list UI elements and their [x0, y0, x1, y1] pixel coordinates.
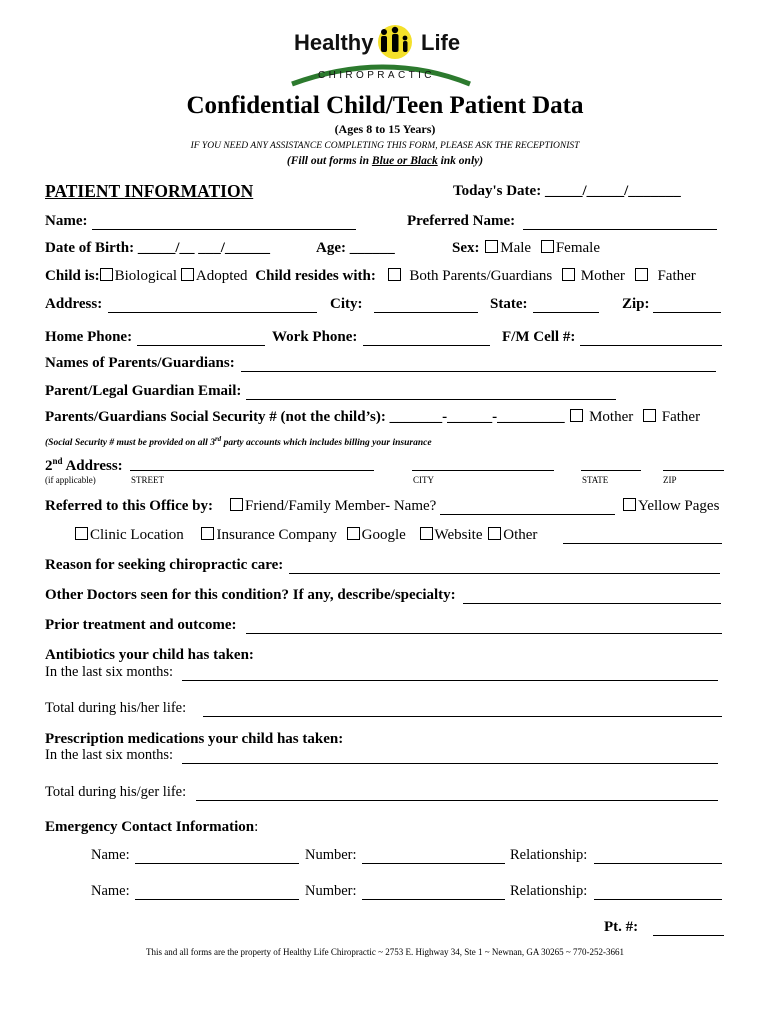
ssn-father-label: Father [661, 409, 701, 425]
prescriptions-six-months-label: In the last six months: [45, 747, 174, 763]
emergency-number-1-input[interactable] [362, 863, 505, 864]
todays-date-field[interactable]: Today's Date: _____/_____/_______ [453, 183, 681, 199]
ink-note-suffix: ink only) [437, 155, 484, 167]
resides-with-label: Child resides with: [255, 268, 376, 284]
child-is-group [45, 268, 696, 285]
emergency-name-2-label: Name: [91, 883, 130, 899]
prior-treatment-label: Prior treatment and outcome: [45, 617, 237, 633]
second-address-b: Address: [62, 458, 123, 474]
age-range: (Ages 8 to 15 Years) [334, 122, 436, 136]
ssn-father-checkbox[interactable] [643, 409, 656, 422]
guardian-email-input[interactable] [246, 399, 616, 400]
page-title: Confidential Child/Teen Patient Data [186, 92, 584, 119]
reason-input[interactable] [289, 573, 720, 574]
ssn-note [45, 435, 432, 448]
dob-field[interactable]: Date of Birth: _____/__ ___/______ [45, 240, 270, 256]
biological-checkbox[interactable] [100, 268, 113, 281]
friend-family-checkbox[interactable] [230, 498, 243, 511]
adopted-checkbox[interactable] [181, 268, 194, 281]
referral-friend-group [230, 498, 436, 515]
emergency-relationship-2-label: Relationship: [510, 883, 588, 899]
emergency-title-colon: : [254, 819, 259, 835]
prescriptions-lifetime-label: Total during his/ger life: [45, 784, 187, 800]
female-label: Female [555, 240, 600, 256]
second-address-sup: nd [52, 456, 63, 466]
insurance-checkbox[interactable] [201, 527, 214, 540]
second-address-a: 2 [45, 458, 53, 474]
friend-family-label: Friend/Family Member- Name? [245, 498, 437, 514]
work-phone-label: Work Phone: [272, 329, 358, 345]
state-input[interactable] [533, 312, 599, 313]
parents-names-label: Names of Parents/Guardians: [45, 355, 235, 371]
state-label: State: [490, 296, 528, 312]
emergency-relationship-1-label: Relationship: [510, 847, 588, 863]
emergency-number-2-input[interactable] [362, 899, 505, 900]
emergency-title-text: Emergency Contact Information [45, 819, 255, 835]
google-label: Google [361, 527, 406, 543]
assistance-note: IF YOU NEED ANY ASSISTANCE COMPLETING THIS FORM, PLEASE ASK THE RECEPTIONIST [190, 141, 580, 151]
female-checkbox[interactable] [541, 240, 554, 253]
city-input[interactable] [374, 312, 478, 313]
clinic-location-label: Clinic Location [90, 527, 184, 543]
father-checkbox[interactable] [635, 268, 648, 281]
ssn-note-b: party accounts which includes billing your insurance [221, 438, 432, 449]
website-checkbox[interactable] [420, 527, 433, 540]
clinic-location-checkbox[interactable] [75, 527, 88, 540]
state-caption: STATE [582, 475, 609, 485]
ssn-note-sup: rd [214, 435, 222, 443]
emergency-relationship-2-input[interactable] [594, 899, 722, 900]
second-address-label [45, 456, 123, 475]
other-input[interactable] [563, 543, 722, 544]
prescriptions-lifetime-input[interactable] [196, 800, 718, 801]
emergency-number-1-label: Number: [305, 847, 357, 863]
second-zip-input[interactable] [663, 470, 724, 471]
ssn-mother-label: Mother [589, 409, 634, 425]
zip-label: Zip: [622, 296, 650, 312]
other-label: Other [503, 527, 538, 543]
emergency-name-1-input[interactable] [135, 863, 299, 864]
second-state-input[interactable] [581, 470, 641, 471]
address-label: Address: [45, 296, 103, 312]
name-input[interactable] [92, 229, 356, 230]
second-street-input[interactable] [130, 470, 374, 471]
city-caption: CITY [413, 475, 434, 485]
logo-word-healthy: Healthy [294, 30, 374, 55]
logo-subtitle: CHIROPRACTIC [318, 70, 435, 81]
male-label: Male [500, 240, 532, 256]
antibiotics-six-months-label: In the last six months: [45, 664, 174, 680]
ssn-group [45, 409, 700, 426]
yellow-pages-checkbox[interactable] [623, 498, 636, 511]
antibiotics-six-months-input[interactable] [182, 680, 718, 681]
work-phone-input[interactable] [363, 345, 490, 346]
antibiotics-lifetime-input[interactable] [203, 716, 722, 717]
ssn-field[interactable]: Parents/Guardians Social Security # (not the child’s): _______-______-_________ [45, 409, 565, 425]
prescriptions-six-months-input[interactable] [182, 763, 718, 764]
address-input[interactable] [108, 312, 317, 313]
patient-number-input[interactable] [653, 935, 724, 936]
referral-label: Referred to this Office by: [45, 498, 214, 514]
reason-label: Reason for seeking chiropractic care: [45, 557, 284, 573]
ink-note-prefix: (Fill out forms in [286, 155, 372, 167]
logo [290, 12, 480, 87]
city-label: City: [330, 296, 363, 312]
footer-property-note: This and all forms are the property of Healthy Life Chiropractic ~ 2753 E. Highway 34, Ste 1 ~ Newnan, GA 30265 ~ 770-252-3661 [145, 947, 624, 957]
antibiotics-label: Antibiotics your child has taken: [45, 647, 254, 663]
website-label: Website [434, 527, 483, 543]
emergency-number-2-label: Number: [305, 883, 357, 899]
both-parents-checkbox[interactable] [388, 268, 401, 281]
zip-input[interactable] [653, 312, 721, 313]
if-applicable-note: (if applicable) [45, 475, 96, 485]
male-checkbox[interactable] [485, 240, 498, 253]
emergency-title [45, 819, 258, 836]
father-label: Father [657, 268, 696, 284]
child-is-label: Child is: [45, 268, 100, 284]
ssn-mother-checkbox[interactable] [570, 409, 583, 422]
cell-input[interactable] [580, 345, 722, 346]
guardian-email-label: Parent/Legal Guardian Email: [45, 383, 242, 399]
other-doctors-label: Other Doctors seen for this condition? If any, describe/specialty: [45, 587, 456, 603]
name-label: Name: [45, 213, 88, 229]
second-city-input[interactable] [412, 470, 554, 471]
sex-group [452, 240, 600, 257]
zip-caption: ZIP [663, 475, 677, 485]
insurance-label: Insurance Company [216, 527, 337, 543]
ink-note [0, 155, 770, 167]
emergency-name-2-input[interactable] [135, 899, 299, 900]
yellow-pages-label: Yellow Pages [638, 498, 720, 514]
mother-checkbox[interactable] [562, 268, 575, 281]
home-phone-label: Home Phone: [45, 329, 133, 345]
antibiotics-lifetime-label: Total during his/her life: [45, 700, 187, 716]
patient-number-label: Pt. #: [604, 919, 639, 935]
emergency-name-1-label: Name: [91, 847, 130, 863]
preferred-name-label: Preferred Name: [407, 213, 516, 229]
biological-label: Biological [114, 268, 178, 284]
sex-label: Sex: [452, 240, 480, 256]
ssn-note-a: (Social Security # must be provided on all 3 [45, 438, 215, 449]
street-caption: STREET [131, 475, 164, 485]
other-doctors-input[interactable] [463, 603, 721, 604]
prescriptions-label: Prescription medications your child has taken: [45, 731, 344, 747]
parents-names-input[interactable] [241, 371, 716, 372]
logo-word-life: Life [421, 30, 461, 55]
home-phone-input[interactable] [137, 345, 265, 346]
referral-yellow-group [623, 498, 719, 515]
both-parents-label: Both Parents/Guardians [409, 268, 553, 284]
referral-options-row [75, 527, 537, 544]
cell-label: F/M Cell #: [502, 329, 576, 345]
other-checkbox[interactable] [488, 527, 501, 540]
ink-note-colors: Blue or Black [371, 155, 438, 167]
preferred-name-input[interactable] [523, 229, 717, 230]
section-title: PATIENT INFORMATION [45, 181, 254, 201]
mother-label: Mother [580, 268, 625, 284]
adopted-label: Adopted [195, 268, 248, 284]
emergency-relationship-1-input[interactable] [594, 863, 722, 864]
age-field[interactable]: Age: ______ [316, 240, 395, 256]
prior-treatment-input[interactable] [246, 633, 722, 634]
friend-name-input[interactable] [440, 514, 615, 515]
google-checkbox[interactable] [347, 527, 360, 540]
